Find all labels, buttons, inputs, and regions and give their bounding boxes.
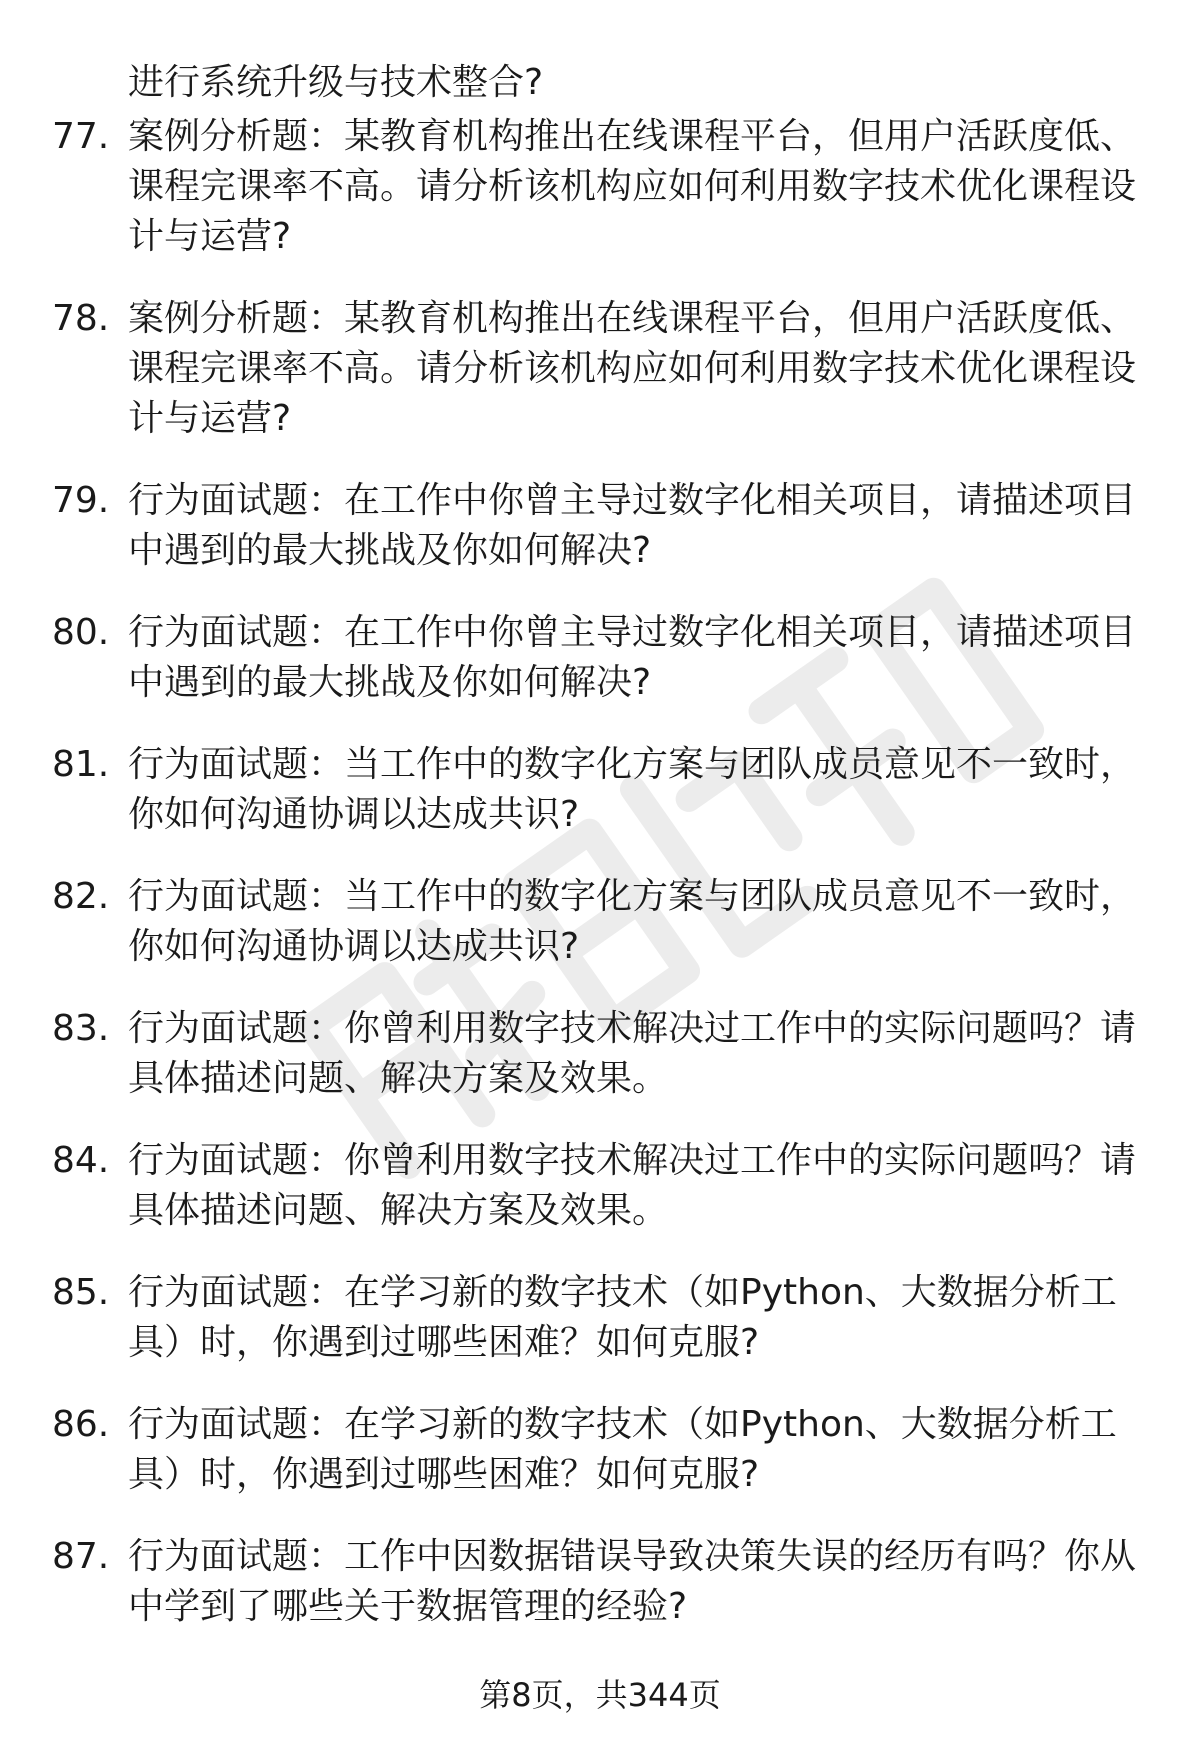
- question-number: 80.: [52, 612, 110, 653]
- question-text: 行为面试题：你曾利用数字技术解决过工作中的实际问题吗？请具体描述问题、解决方案及效果。: [128, 1140, 1137, 1231]
- list-item: [0, 1268, 1200, 1368]
- question-number: 84.: [52, 1140, 110, 1181]
- question-number: 87.: [52, 1536, 110, 1577]
- list-item: [0, 1400, 1200, 1500]
- question-number: 83.: [52, 1008, 110, 1049]
- question-text: 行为面试题：工作中因数据错误导致决策失误的经历有吗？你从中学到了哪些关于数据管理的经验?: [128, 1536, 1137, 1627]
- question-text: 案例分析题：某教育机构推出在线课程平台，但用户活跃度低、课程完课率不高。请分析该机构应如何利用数字技术优化课程设计与运营?: [128, 116, 1137, 257]
- question-number: 78.: [52, 298, 110, 339]
- list-item: [0, 1532, 1200, 1632]
- question-text: 行为面试题：当工作中的数字化方案与团队成员意见不一致时，你如何沟通协调以达成共识?: [128, 744, 1137, 835]
- question-text: 行为面试题：在工作中你曾主导过数字化相关项目，请描述项目中遇到的最大挑战及你如何解决?: [128, 480, 1137, 571]
- question-text: 行为面试题：在工作中你曾主导过数字化相关项目，请描述项目中遇到的最大挑战及你如何解决?: [128, 612, 1137, 703]
- question-number: 81.: [52, 744, 110, 785]
- question-text: 行为面试题：你曾利用数字技术解决过工作中的实际问题吗？请具体描述问题、解决方案及效果。: [128, 1008, 1137, 1099]
- list-item: [0, 872, 1200, 972]
- list-item: [0, 1136, 1200, 1236]
- question-number: 77.: [52, 116, 110, 157]
- list-item: [0, 294, 1200, 444]
- question-text: 案例分析题：某教育机构推出在线课程平台，但用户活跃度低、课程完课率不高。请分析该机构应如何利用数字技术优化课程设计与运营?: [128, 298, 1137, 439]
- question-number: 86.: [52, 1404, 110, 1445]
- continued-question-text: 进行系统升级与技术整合?: [128, 62, 544, 103]
- question-list: [0, 112, 1200, 1664]
- question-number: 85.: [52, 1272, 110, 1313]
- list-item: [0, 112, 1200, 262]
- list-item: [0, 476, 1200, 576]
- question-number: 79.: [52, 480, 110, 521]
- question-text: 行为面试题：在学习新的数字技术（如Python、大数据分析工具）时，你遇到过哪些困难？如何克服?: [128, 1404, 1117, 1495]
- page-footer: 第8页，共344页: [479, 1676, 721, 1714]
- question-text: 行为面试题：在学习新的数字技术（如Python、大数据分析工具）时，你遇到过哪些困难？如何克服?: [128, 1272, 1117, 1363]
- list-item: [0, 608, 1200, 708]
- list-item: [0, 1004, 1200, 1104]
- question-number: 82.: [52, 876, 110, 917]
- question-text: 行为面试题：当工作中的数字化方案与团队成员意见不一致时，你如何沟通协调以达成共识?: [128, 876, 1137, 967]
- list-item: [0, 740, 1200, 840]
